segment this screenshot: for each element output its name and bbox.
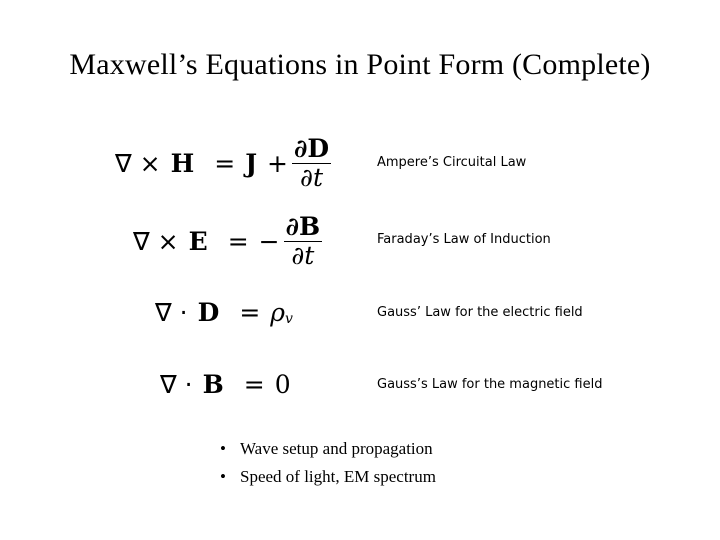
bullet-marker: • <box>220 439 226 458</box>
curl-operator: ∇ × <box>133 227 179 257</box>
slide-title: Maxwell’s Equations in Point Form (Complete) <box>69 48 651 81</box>
gauss-electric-equation <box>155 298 293 327</box>
gauss-magnetic-label: Gauss’s Law for the magnetic field <box>377 377 603 392</box>
fraction-numerator: ∂B <box>285 212 321 241</box>
faraday-equation <box>133 214 326 270</box>
plus-sign: + <box>267 149 288 179</box>
minus-sign: − <box>258 227 280 257</box>
list-item <box>220 438 436 466</box>
bullet-text: Wave setup and propagation <box>240 439 433 458</box>
charge-density-symbol: ρ <box>270 298 285 327</box>
flux-change-fraction <box>284 214 323 270</box>
bullet-text: Speed of light, EM spectrum <box>240 467 436 486</box>
divergence-operator: ∇ · <box>155 298 188 327</box>
divergence-operator: ∇ · <box>160 370 193 399</box>
h-field-symbol: H <box>170 149 195 179</box>
fraction-numerator: ∂D <box>294 134 330 163</box>
gauss-magnetic-equation <box>160 370 291 399</box>
e-field-symbol: E <box>188 227 208 257</box>
equals-sign: = <box>239 298 261 327</box>
displacement-current-fraction <box>292 136 331 192</box>
bullet-marker: • <box>220 467 226 486</box>
curl-operator: ∇ × <box>115 149 161 179</box>
fraction-denominator: ∂t <box>300 163 324 193</box>
current-density-symbol: J <box>245 149 258 179</box>
ampere-label: Ampere’s Circuital Law <box>377 155 527 170</box>
charge-density-subscript: v <box>284 310 293 327</box>
ampere-equation <box>115 136 335 192</box>
zero-value: 0 <box>274 370 291 399</box>
equals-sign: = <box>227 227 249 257</box>
b-field-symbol: B <box>202 370 224 399</box>
equals-sign: = <box>243 370 265 399</box>
list-item <box>220 466 436 494</box>
equals-sign: = <box>214 149 236 179</box>
fraction-denominator: ∂t <box>291 241 315 271</box>
d-field-symbol: D <box>197 298 220 327</box>
faraday-label: Faraday’s Law of Induction <box>377 232 551 247</box>
bullet-list <box>220 438 436 494</box>
gauss-electric-label: Gauss’ Law for the electric field <box>377 305 583 320</box>
